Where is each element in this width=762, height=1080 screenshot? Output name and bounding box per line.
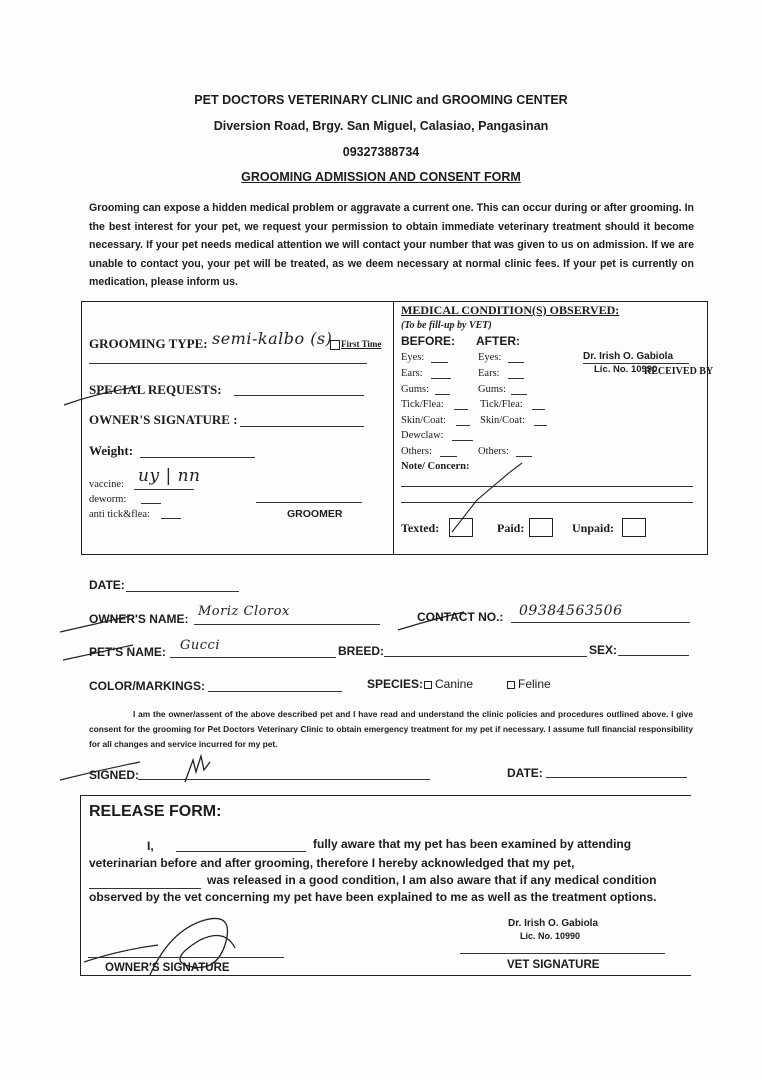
breed-label: BREED:	[338, 644, 385, 658]
weight-label: Weight:	[89, 443, 134, 458]
vaccine-label: vaccine:	[89, 479, 124, 490]
owner-name-line	[194, 624, 380, 625]
after-label: AFTER:	[476, 334, 520, 348]
note-label: Note/ Concern:	[401, 461, 470, 472]
first-time-label: First Time	[341, 339, 382, 349]
after-tickflea: Tick/Flea:	[480, 399, 523, 410]
feline-label: Feline	[518, 677, 551, 691]
release-left-border	[80, 795, 81, 975]
contact-label: CONTACT NO.:	[417, 610, 504, 624]
after-eyes: Eyes:	[478, 352, 502, 363]
pen-stroke-special	[64, 387, 137, 405]
deworm-label: deworm:	[89, 494, 127, 505]
clinic-phone: 09327388734	[342, 145, 420, 159]
feline-checkbox[interactable]	[507, 681, 515, 689]
after-skincoat: Skin/Coat:	[480, 415, 525, 426]
before-label: BEFORE:	[401, 334, 455, 348]
vet-name: Dr. Irish O. Gabiola	[508, 918, 599, 929]
grooming-type-label: GROOMING TYPE:	[89, 336, 208, 351]
anti-tick-label: anti tick&flea:	[89, 509, 150, 520]
canine-checkbox[interactable]	[424, 681, 432, 689]
before-others: Others:	[401, 446, 432, 457]
release-top-border	[80, 795, 691, 796]
after-ears: Ears:	[478, 368, 500, 379]
clinic-name: PET DOCTORS VETERINARY CLINIC and GROOMING CENTER	[194, 93, 568, 107]
canine-label: Canine	[435, 677, 474, 691]
release-i: I,	[147, 839, 154, 853]
before-ears: Ears:	[401, 368, 423, 379]
paid-label: Paid:	[497, 521, 525, 535]
owner-name-value[interactable]: Moriz Clorox	[198, 604, 290, 619]
before-eyes: Eyes:	[401, 352, 425, 363]
clinic-address: Diversion Road, Brgy. San Miguel, Calasiao, Pangasinan	[213, 119, 549, 133]
pet-name-value[interactable]: Gucci	[180, 638, 220, 653]
consent-date-line[interactable]	[546, 777, 687, 778]
special-requests-label: SPECIAL REQUESTS:	[89, 382, 222, 397]
before-skincoat: Skin/Coat:	[401, 415, 446, 426]
release-line4: observed by the vet concerning my pet have been explained to me as well as the treatment options.	[89, 890, 657, 904]
groomer-label: GROOMER	[287, 508, 343, 520]
release-line1: fully aware that my pet has been examined by attending	[313, 837, 632, 851]
signed-line[interactable]	[138, 779, 430, 780]
release-line3: was released in a good condition, I am also aware that if any medical condition	[207, 873, 657, 887]
owner-signature-release-line[interactable]	[88, 957, 284, 958]
color-label: COLOR/MARKINGS:	[89, 679, 205, 693]
after-others: Others:	[478, 446, 509, 457]
sex-label: SEX:	[589, 643, 618, 657]
sex-line[interactable]	[618, 655, 689, 656]
form-title: GROOMING ADMISSION AND CONSENT FORM	[241, 170, 521, 184]
contact-line	[511, 622, 690, 623]
medical-title: MEDICAL CONDITION(S) OBSERVED:	[401, 303, 620, 317]
vet-signature-line[interactable]	[460, 953, 665, 954]
vet-signature-label: VET SIGNATURE	[507, 959, 600, 971]
signed-label: SIGNED:	[89, 768, 140, 782]
date-label: DATE:	[89, 578, 125, 592]
owner-name-label: OWNER'S NAME:	[89, 612, 189, 626]
release-line2: veterinarian before and after grooming, therefore I hereby acknowledged that my pet,	[89, 856, 575, 870]
stamp-name: Dr. Irish O. Gabiola	[583, 351, 674, 362]
medical-subtitle: (To be fill-up by VET)	[401, 320, 492, 331]
release-bottom-border	[80, 975, 691, 976]
stamp-lic: Lic. No. 10990	[594, 364, 658, 375]
pet-name-label: PET'S NAME:	[89, 645, 166, 659]
intro-paragraph: Grooming can expose a hidden medical problem or aggravate a current one. This can occur during or after grooming. In the best interest for your pet, we request your permission to obtain immediate veterinary treatment should it become necessary. If your pet needs medical attention we will contact your number that was given to us on admission. If we are unable to contact you, your pet will be treated, as we deem necessary at normal clinic fees. If your pet is currently on medication, please inform us.	[89, 202, 694, 288]
contact-value[interactable]: 09384563506	[519, 603, 623, 619]
color-line[interactable]	[208, 691, 342, 692]
consent-text: I am the owner/assent of the above described pet and I have read and understand the clinic policies and procedures outlined above. I give consent for the grooming for Pet Doctors Veterinary Clinic to obtain emergency treatment for my pet if necessary. I assume full financial responsibility for all changes and service incurred for my pet.	[89, 709, 693, 749]
before-gums: Gums:	[401, 384, 430, 395]
date-line[interactable]	[126, 591, 239, 592]
pet-name-line	[170, 657, 336, 658]
before-tickflea: Tick/Flea:	[401, 399, 444, 410]
breed-line[interactable]	[384, 656, 587, 657]
texted-label: Texted:	[401, 521, 440, 535]
species-label: SPECIES:	[367, 677, 424, 691]
release-title: RELEASE FORM:	[89, 803, 222, 820]
vet-lic: Lic. No. 10990	[520, 931, 581, 941]
unpaid-label: Unpaid:	[572, 521, 615, 535]
pen-stroke-texted	[452, 463, 522, 532]
release-name-line[interactable]	[176, 851, 306, 852]
grooming-type-value[interactable]: semi-kalbo (s)	[212, 329, 333, 348]
owner-signature-release-label: OWNER'S SIGNATURE	[105, 962, 230, 974]
received-by-label: RECEIVED BY	[644, 366, 714, 377]
consent-date-label: DATE:	[507, 766, 543, 780]
owner-signature-label: OWNER'S SIGNATURE :	[89, 412, 238, 427]
pen-stroke-owner-sig	[84, 945, 158, 962]
release-pet-line[interactable]	[89, 888, 201, 889]
before-dewclaw: Dewclaw:	[401, 430, 444, 441]
vaccine-value[interactable]: uy | nn	[138, 466, 201, 486]
after-gums: Gums:	[478, 384, 507, 395]
